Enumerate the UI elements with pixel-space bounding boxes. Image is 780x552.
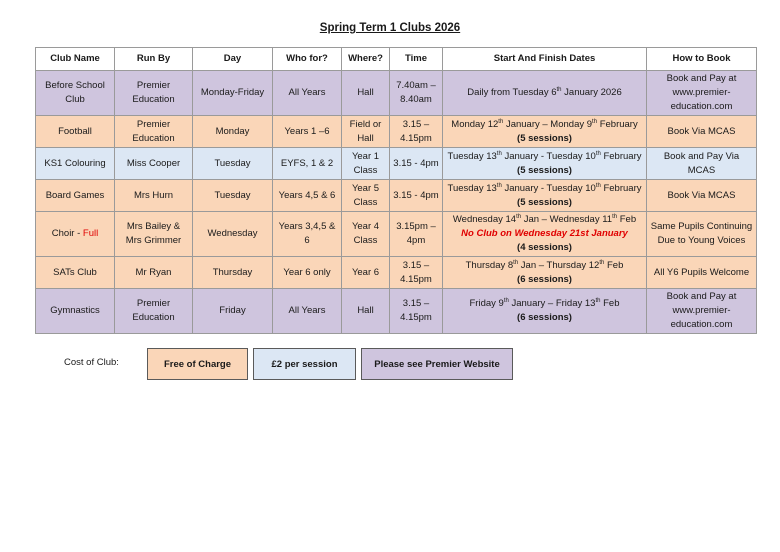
club-name: Football <box>36 116 115 148</box>
dates: Thursday 8th Jan – Thursday 12th Feb (6 sessions) <box>443 257 647 289</box>
legend-premier-website: Please see Premier Website <box>361 348 513 380</box>
header-where: Where? <box>342 48 390 71</box>
how-to-book: Book and Pay at www.premier-education.com <box>647 289 757 334</box>
dates: Tuesday 13th January - Tuesday 10th February (5 sessions) <box>443 180 647 212</box>
where: Year 5 Class <box>342 180 390 212</box>
table-row <box>36 148 757 180</box>
how-to-book: Same Pupils Continuing Due to Young Voices <box>647 212 757 257</box>
how-to-book: Book and Pay at www.premier-education.com <box>647 71 757 116</box>
time: 3.15 – 4.15pm <box>390 257 443 289</box>
club-name: Before School Club <box>36 71 115 116</box>
day: Tuesday <box>193 148 273 180</box>
where: Hall <box>342 289 390 334</box>
who-for: All Years <box>273 71 342 116</box>
sessions-count: (5 sessions) <box>517 164 572 176</box>
sessions-count: (6 sessions) <box>517 312 572 323</box>
table-row <box>36 116 757 148</box>
run-by: Premier Education <box>115 71 193 116</box>
club-name: Board Games <box>36 180 115 212</box>
how-to-book: All Y6 Pupils Welcome <box>647 257 757 289</box>
table-row <box>36 289 757 334</box>
clubs-table <box>35 47 757 334</box>
dates: Monday 12th January – Monday 9th February (5 sessions) <box>443 116 647 148</box>
run-by: Miss Cooper <box>115 148 193 180</box>
who-for: EYFS, 1 & 2 <box>273 148 342 180</box>
club-name: KS1 Colouring <box>36 148 115 180</box>
time: 3.15 - 4pm <box>390 180 443 212</box>
run-by: Mrs Hurn <box>115 180 193 212</box>
how-to-book: Book Via MCAS <box>647 116 757 148</box>
run-by: Mrs Bailey & Mrs Grimmer <box>115 212 193 257</box>
run-by: Premier Education <box>115 116 193 148</box>
full-status: Full <box>82 228 99 239</box>
no-club-note: No Club on Wednesday 21st January <box>461 228 628 239</box>
sessions-count: (5 sessions) <box>517 132 572 144</box>
sessions-count: (4 sessions) <box>517 242 572 253</box>
header-day: Day <box>193 48 273 71</box>
legend-two-pounds: £2 per session <box>253 348 356 380</box>
cost-legend-label: Cost of Club: <box>64 357 119 368</box>
header-run-by: Run By <box>115 48 193 71</box>
day: Friday <box>193 289 273 334</box>
dates: Friday 9th January – Friday 13th Feb (6 sessions) <box>443 289 647 334</box>
where: Year 4 Class <box>342 212 390 257</box>
table-header-row <box>36 48 757 71</box>
header-club-name: Club Name <box>36 48 115 71</box>
where: Hall <box>342 71 390 116</box>
who-for: Year 6 only <box>273 257 342 289</box>
time: 3.15 – 4.15pm <box>390 116 443 148</box>
table-row <box>36 71 757 116</box>
table-row <box>36 257 757 289</box>
run-by: Mr Ryan <box>115 257 193 289</box>
header-who-for: Who for? <box>273 48 342 71</box>
legend-free-of-charge: Free of Charge <box>147 348 248 380</box>
day: Monday-Friday <box>193 71 273 116</box>
club-name: Choir - Full <box>36 212 115 257</box>
where: Year 6 <box>342 257 390 289</box>
how-to-book: Book Via MCAS <box>647 180 757 212</box>
dates: Daily from Tuesday 6th January 2026 <box>443 71 647 116</box>
header-how-to-book: How to Book <box>647 48 757 71</box>
header-time: Time <box>390 48 443 71</box>
day: Wednesday <box>193 212 273 257</box>
sessions-count: (5 sessions) <box>517 196 572 208</box>
table-row <box>36 212 757 257</box>
time: 3.15pm – 4pm <box>390 212 443 257</box>
who-for: Years 1 –6 <box>273 116 342 148</box>
who-for: Years 3,4,5 & 6 <box>273 212 342 257</box>
day: Thursday <box>193 257 273 289</box>
who-for: All Years <box>273 289 342 334</box>
header-dates: Start And Finish Dates <box>443 48 647 71</box>
time: 7.40am – 8.40am <box>390 71 443 116</box>
time: 3.15 – 4.15pm <box>390 289 443 334</box>
table-row <box>36 180 757 212</box>
who-for: Years 4,5 & 6 <box>273 180 342 212</box>
sessions-count: (6 sessions) <box>517 273 572 285</box>
day: Monday <box>193 116 273 148</box>
club-name: SATs Club <box>36 257 115 289</box>
dates: Tuesday 13th January - Tuesday 10th February (5 sessions) <box>443 148 647 180</box>
day: Tuesday <box>193 180 273 212</box>
time: 3.15 - 4pm <box>390 148 443 180</box>
run-by: Premier Education <box>115 289 193 334</box>
where: Year 1 Class <box>342 148 390 180</box>
page-title: Spring Term 1 Clubs 2026 <box>319 22 461 34</box>
how-to-book: Book and Pay Via MCAS <box>647 148 757 180</box>
club-name: Gymnastics <box>36 289 115 334</box>
where: Field or Hall <box>342 116 390 148</box>
dates: Wednesday 14th Jan – Wednesday 11th Feb No Club on Wednesday 21st January (4 sessions) <box>443 212 647 257</box>
